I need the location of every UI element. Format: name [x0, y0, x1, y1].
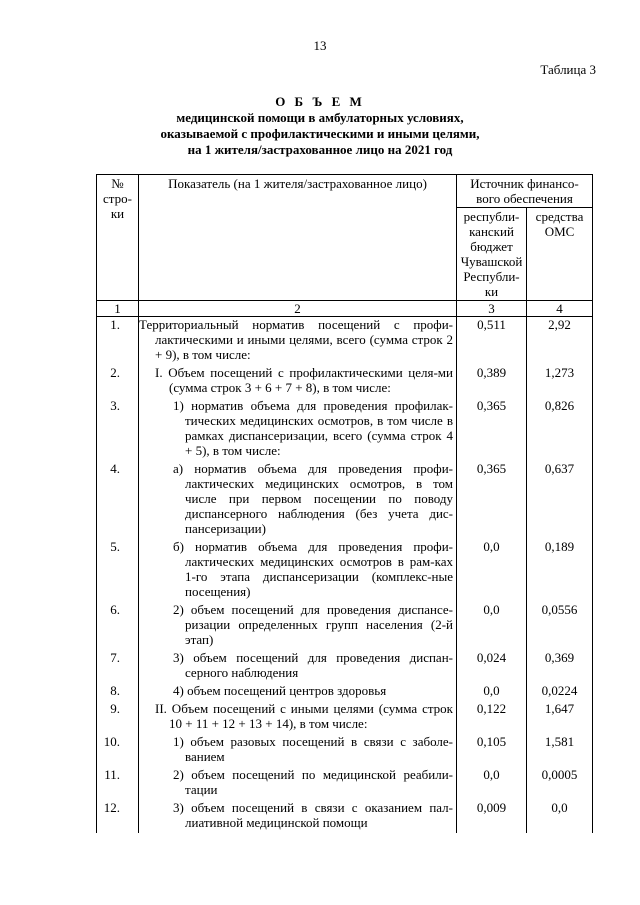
row-oms-value: 0,0556 — [527, 602, 593, 650]
row-number: 1. — [97, 317, 139, 366]
column-number-row — [97, 301, 593, 317]
row-indicator: 1) норматив объема для проведения профилак-тических медицинских осмотров, в том числе в рамках диспансеризации, всего (сумма строк 4 + 5), в том числе: — [139, 398, 457, 461]
row-oms-value: 2,92 — [527, 317, 593, 366]
table-row — [97, 365, 593, 398]
row-budget-value: 0,365 — [457, 398, 527, 461]
table-row — [97, 683, 593, 701]
row-oms-value: 0,826 — [527, 398, 593, 461]
row-number: 7. — [97, 650, 139, 683]
row-number: 12. — [97, 800, 139, 833]
row-budget-value: 0,122 — [457, 701, 527, 734]
row-indicator: 3) объем посещений для проведения диспан-серного наблюдения — [139, 650, 457, 683]
row-budget-value: 0,024 — [457, 650, 527, 683]
row-budget-value: 0,0 — [457, 602, 527, 650]
table-label: Таблица 3 — [540, 62, 596, 77]
row-indicator: II. Объем посещений с иными целями (сумма строк 10 + 11 + 12 + 13 + 14), в том числе: — [139, 701, 457, 734]
row-oms-value: 0,0224 — [527, 683, 593, 701]
page-number: 13 — [313, 38, 327, 53]
row-indicator: 2) объем посещений для проведения диспансе-ризации определенных групп населения (2-й этап) — [139, 602, 457, 650]
row-indicator: 2) объем посещений по медицинской реабили-тации — [139, 767, 457, 800]
row-budget-value: 0,009 — [457, 800, 527, 833]
row-budget-value: 0,365 — [457, 461, 527, 539]
column-number: 2 — [139, 301, 457, 317]
header-republican-budget: республи-канский бюджет Чувашской Республи-ки — [457, 208, 527, 301]
table-row — [97, 701, 593, 734]
row-budget-value: 0,389 — [457, 365, 527, 398]
heading-title: О Б Ъ Е М — [275, 94, 365, 109]
header-oms-funds: средства ОМС — [527, 208, 593, 301]
row-budget-value: 0,0 — [457, 683, 527, 701]
row-oms-value: 0,637 — [527, 461, 593, 539]
row-number: 10. — [97, 734, 139, 767]
header-funding-source: Источник финансо-вого обеспечения — [457, 175, 593, 208]
row-number: 8. — [97, 683, 139, 701]
row-indicator: I. Объем посещений с профилактическими целя-ми (сумма строк 3 + 6 + 7 + 8), в том числе: — [139, 365, 457, 398]
row-oms-value: 0,189 — [527, 539, 593, 602]
row-number: 3. — [97, 398, 139, 461]
row-budget-value: 0,511 — [457, 317, 527, 366]
row-number: 9. — [97, 701, 139, 734]
table-row — [97, 650, 593, 683]
row-number: 2. — [97, 365, 139, 398]
row-indicator: Территориальный норматив посещений с профи-лактическими и иными целями, всего (сумма строк 2 + 9), в том числе: — [139, 317, 457, 366]
row-budget-value: 0,0 — [457, 539, 527, 602]
column-number: 3 — [457, 301, 527, 317]
table-row — [97, 767, 593, 800]
row-number: 4. — [97, 461, 139, 539]
heading-line-2: медицинской помощи в амбулаторных условиях, — [176, 110, 464, 125]
row-budget-value: 0,105 — [457, 734, 527, 767]
table-row — [97, 398, 593, 461]
table-row — [97, 734, 593, 767]
row-indicator: б) норматив объема для проведения профи-лактических медицинских осмотров в рам-ках 1-го этапа диспансеризации (комплекс-ные посещения) — [139, 539, 457, 602]
header-row-number: № стро-ки — [97, 175, 139, 301]
table-row — [97, 461, 593, 539]
row-number: 5. — [97, 539, 139, 602]
row-number: 11. — [97, 767, 139, 800]
row-number: 6. — [97, 602, 139, 650]
table-row — [97, 539, 593, 602]
table-row — [97, 317, 593, 366]
header-indicator: Показатель (на 1 жителя/застрахованное лицо) — [139, 175, 457, 301]
row-oms-value: 1,647 — [527, 701, 593, 734]
document-heading — [0, 94, 640, 158]
row-indicator: 1) объем разовых посещений в связи с заболе-ванием — [139, 734, 457, 767]
row-budget-value: 0,0 — [457, 767, 527, 800]
row-oms-value: 1,273 — [527, 365, 593, 398]
volume-table — [96, 174, 593, 833]
table-row — [97, 602, 593, 650]
row-oms-value: 1,581 — [527, 734, 593, 767]
heading-line-4: на 1 жителя/застрахованное лицо на 2021 год — [187, 142, 453, 157]
row-oms-value: 0,0 — [527, 800, 593, 833]
column-number: 4 — [527, 301, 593, 317]
row-indicator: 4) объем посещений центров здоровья — [139, 683, 457, 701]
column-number: 1 — [97, 301, 139, 317]
row-oms-value: 0,0005 — [527, 767, 593, 800]
row-oms-value: 0,369 — [527, 650, 593, 683]
row-indicator: а) норматив объема для проведения профи-лактических медицинских осмотров, в том числе при первом посещении по поводу диспансерного наблюдения (без учета дис-пансеризации) — [139, 461, 457, 539]
row-indicator: 3) объем посещений в связи с оказанием пал-лиативной медицинской помощи — [139, 800, 457, 833]
heading-line-3: оказываемой с профилактическими и иными целями, — [160, 126, 480, 141]
table-row — [97, 800, 593, 833]
